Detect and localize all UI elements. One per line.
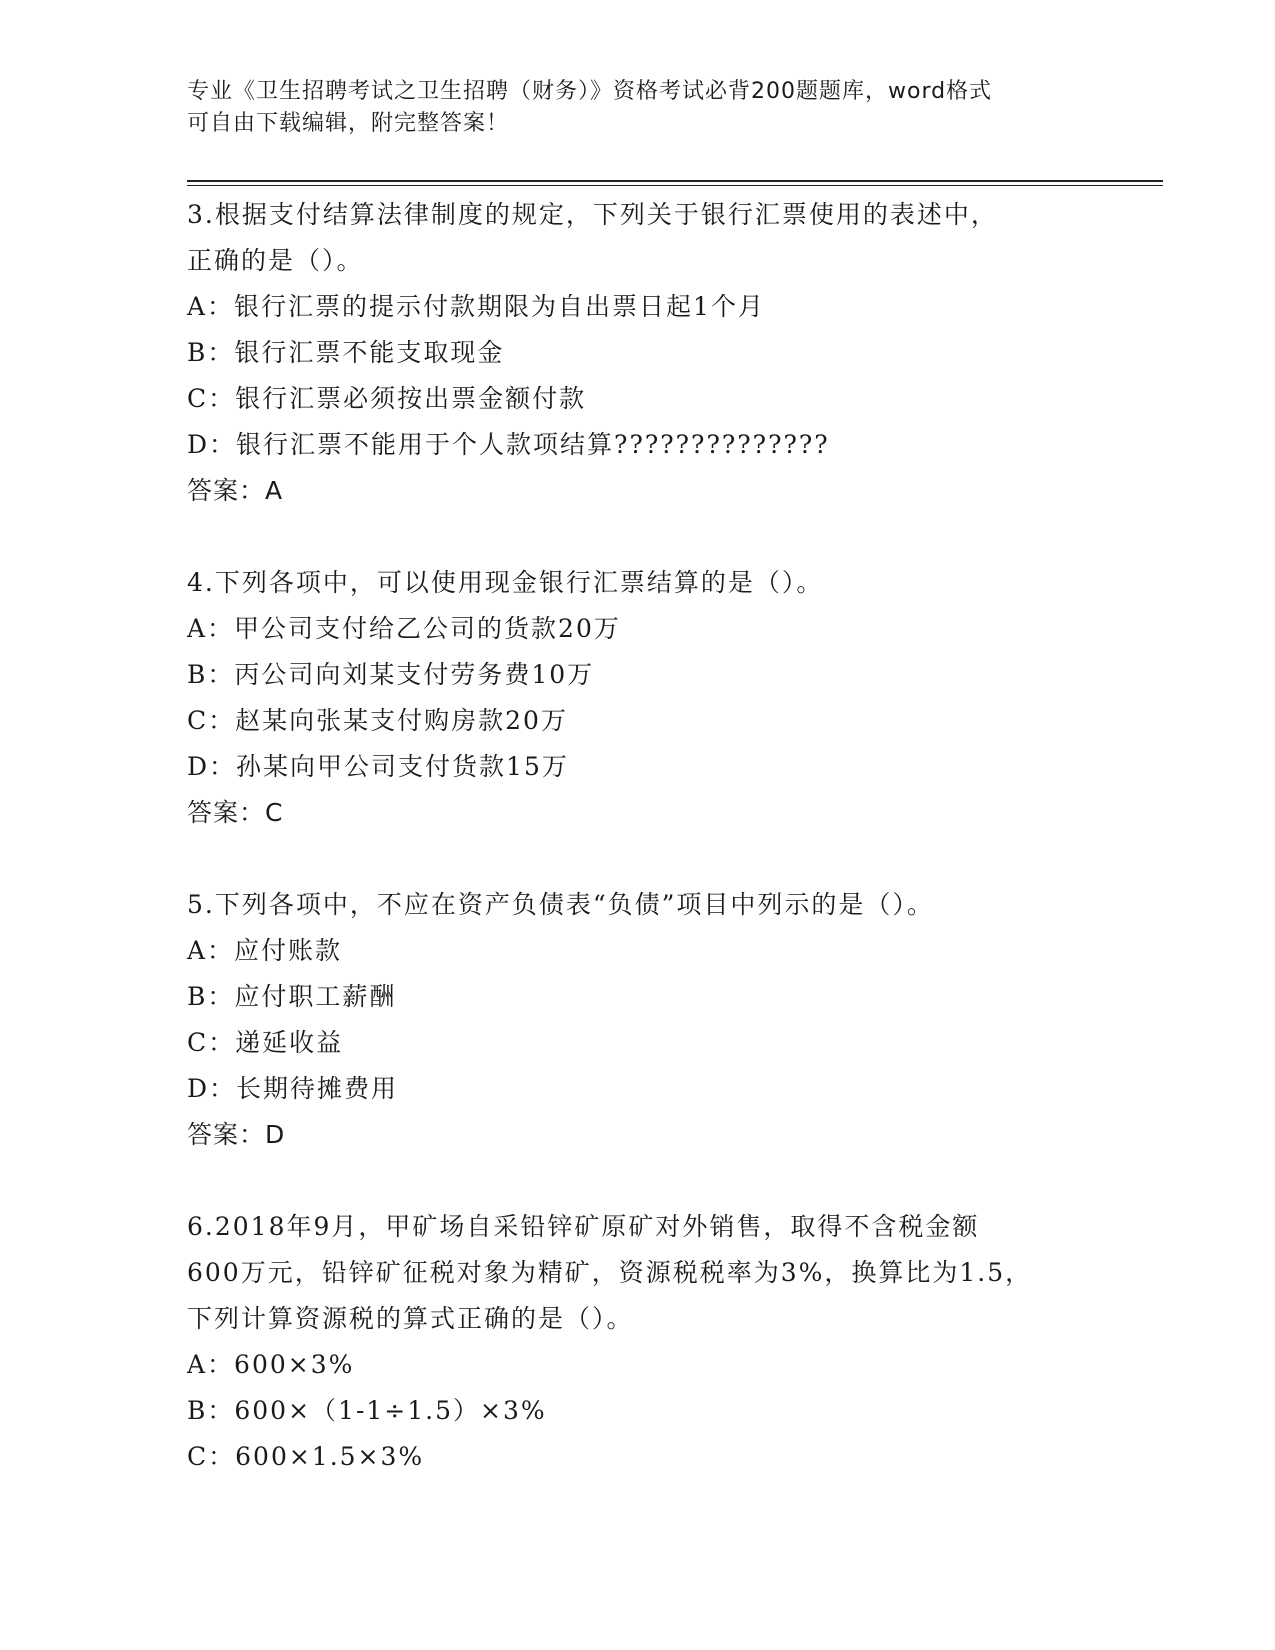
question-stem-line: 600万元，铅锌矿征税对象为精矿，资源税税率为3%，换算比为1.5，: [187, 1258, 1033, 1287]
answer-line: 答案：A: [187, 476, 284, 505]
option-b: B：丙公司向刘某支付劳务费10万: [187, 660, 595, 689]
document-header: [187, 76, 1087, 140]
question-5: [187, 882, 1087, 1158]
answer-line: 答案：D: [187, 1120, 286, 1149]
option-b: B：600×（1-1÷1.5）×3%: [187, 1396, 547, 1425]
option-c: C：银行汇票必须按出票金额付款: [187, 384, 587, 413]
option-d: D：孙某向甲公司支付货款15万: [187, 752, 569, 781]
option-b: B：应付职工薪酬: [187, 982, 397, 1011]
question-3: [187, 192, 1087, 514]
question-6: [187, 1204, 1087, 1480]
option-c: C：赵某向张某支付购房款20万: [187, 706, 568, 735]
header-divider-thin: [187, 185, 1163, 186]
option-a: A：600×3%: [187, 1350, 355, 1379]
question-stem-line: 正确的是（）。: [187, 246, 364, 275]
answer-line: 答案：C: [187, 798, 284, 827]
option-c: C：600×1.5×3%: [187, 1442, 425, 1471]
option-a: A：应付账款: [187, 936, 343, 965]
question-stem-line: 4.下列各项中，可以使用现金银行汇票结算的是（）。: [187, 568, 824, 597]
option-d: D：长期待摊费用: [187, 1074, 399, 1103]
option-b: B：银行汇票不能支取现金: [187, 338, 505, 367]
header-divider-thick: [187, 180, 1163, 182]
question-list: [187, 192, 1087, 1480]
question-4: [187, 560, 1087, 836]
option-a: A：银行汇票的提示付款期限为自出票日起1个月: [187, 292, 765, 321]
header-line-1: 专业《卫生招聘考试之卫生招聘（财务）》资格考试必背200题题库，word格式: [187, 79, 993, 104]
option-d: D：银行汇票不能用于个人款项结算??????????????: [187, 430, 830, 459]
option-a: A：甲公司支付给乙公司的货款20万: [187, 614, 621, 643]
question-stem-line: 3.根据支付结算法律制度的规定，下列关于银行汇票使用的表述中，: [187, 200, 998, 229]
header-line-2: 可自由下载编辑，附完整答案！: [187, 111, 510, 136]
question-stem-line: 下列计算资源税的算式正确的是（）。: [187, 1304, 634, 1333]
question-stem-line: 6.2018年9月，甲矿场自采铅锌矿原矿对外销售，取得不含税金额: [187, 1212, 980, 1241]
question-stem-line: 5.下列各项中，不应在资产负债表“负债”项目中列示的是（）。: [187, 890, 934, 919]
option-c: C：递延收益: [187, 1028, 344, 1057]
